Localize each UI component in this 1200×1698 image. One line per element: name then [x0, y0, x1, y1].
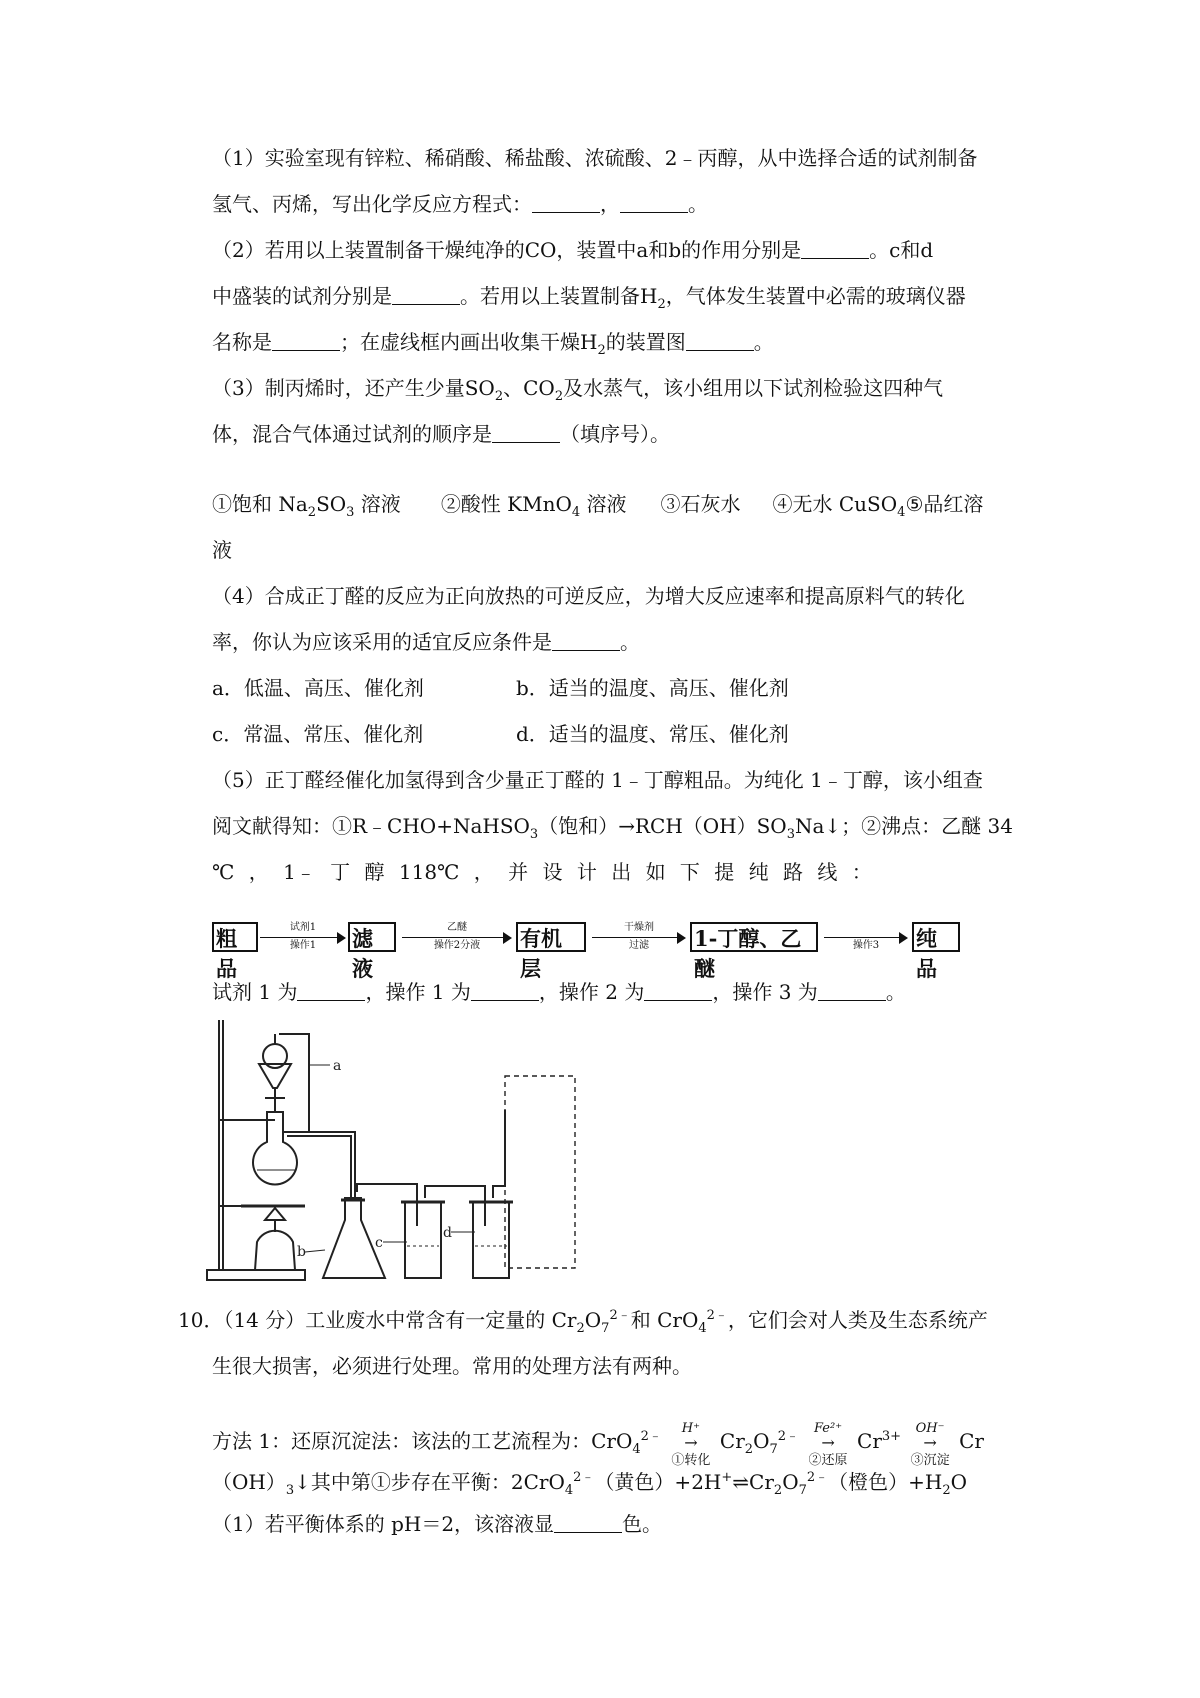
- label-a: a: [333, 1058, 342, 1074]
- label-c: c: [375, 1235, 383, 1251]
- flow-box-crude: 粗品: [212, 922, 258, 952]
- q9-part5-line1: （5）正丁醛经催化加氢得到含少量正丁醛的 1﹣丁醇粗品。为纯化 1﹣丁醇，该小组查: [212, 768, 983, 792]
- label-b: b: [297, 1244, 306, 1260]
- q9-part5-line5: 试剂 1 为 ，操作 1 为 ，操作 2 为 ，操作 3 为 。: [212, 980, 906, 1004]
- q9-part5-line2: 阅文献得知：①R﹣CHO+NaHSO$_3$（饱和）$\to RCH(OH)SO_3Na↓$；②沸点：乙醚 34: [212, 814, 1013, 842]
- flow-box-organic-layer: 有机层: [516, 922, 586, 952]
- q9-option-a: a．低温、高压、催化剂: [212, 676, 424, 700]
- answer-blank[interactable]: [532, 194, 600, 213]
- q10-method1: 方法 1：还原沉淀法：该法的工艺流程为：CrO$_4^{2﹣}$ H⁺ → ①转化 $Cr_2O_7^{2﹣}$ Fe²⁺ → ②还原 $Cr^{3+}$ OH⁻ → ③沉淀 Cr: [212, 1408, 984, 1458]
- answer-blank[interactable]: [272, 332, 340, 351]
- q9-part3-line1: （3）制丙烯时，还产生少量$SO_2$、$CO_2$及水蒸气，该小组用以下试剂检验这四种气: [212, 376, 944, 404]
- q10-line2: 生很大损害，必须进行处理。常用的处理方法有两种。: [212, 1354, 692, 1378]
- answer-blank[interactable]: [297, 982, 365, 1001]
- apparatus-diagram: [205, 1020, 635, 1290]
- q9-part1-line1: （1）实验室现有锌粒、稀硝酸、稀盐酸、浓硫酸、2﹣丙醇，从中选择合适的试剂制备: [212, 146, 978, 170]
- q9-part2-line3: 名称是 ；在虚线框内画出收集干燥$H_2$的装置图 。: [212, 330, 774, 358]
- q9-part4-line1: （4）合成正丁醛的反应为正向放热的可逆反应，为增大反应速率和提高原料气的转化: [212, 584, 965, 608]
- answer-blank[interactable]: [620, 194, 688, 213]
- answer-blank[interactable]: [554, 1514, 622, 1533]
- flow-arrow-2: 乙醚 操作2分液: [402, 918, 512, 958]
- flow-box-filtrate: 滤液: [348, 922, 396, 952]
- q9-part2-line1: （2）若用以上装置制备干燥纯净的CO，装置中a和b的作用分别是 。c和d: [212, 238, 934, 262]
- q9-part2-line2: 中盛装的试剂分别是 。若用以上装置制备$H_2$，气体发生装置中必需的玻璃仪器: [212, 284, 966, 312]
- answer-blank[interactable]: [644, 982, 712, 1001]
- answer-blank[interactable]: [686, 332, 754, 351]
- answer-blank[interactable]: [471, 982, 539, 1001]
- q9-option-d: d．适当的温度、常压、催化剂: [516, 722, 789, 746]
- reaction-arrow-3: OH⁻ → ③沉淀: [910, 1421, 950, 1468]
- q9-part3-options-cont: 液: [212, 538, 232, 562]
- flow-arrow-3: 干燥剂 过滤: [592, 918, 686, 958]
- q10-part1: （1）若平衡体系的 pH＝2，该溶液显 色。: [212, 1512, 663, 1536]
- q9-part3-line2: 体，混合气体通过试剂的顺序是 （填序号）。: [212, 422, 670, 446]
- answer-blank[interactable]: [818, 982, 886, 1001]
- reaction-arrow-1: H⁺ → ①转化: [671, 1421, 711, 1468]
- flow-arrow-4: 操作3: [824, 918, 908, 958]
- answer-blank[interactable]: [492, 424, 560, 443]
- answer-blank[interactable]: [552, 632, 620, 651]
- q9-part4-line2: 率，你认为应该采用的适宜反应条件是 。: [212, 630, 640, 654]
- purification-flowchart: [212, 918, 1012, 981]
- q9-part3-options: ①饱和 $Na_2SO_3$ 溶液 ②酸性 KMnO$_4$ 溶液 ③石灰水 ④无水 CuSO$_4$⑤品红溶: [212, 492, 984, 520]
- q9-part5-line3: ℃ ， 1﹣ 丁 醇 118℃ ， 并 设 计 出 如 下 提 纯 路 线 ：: [212, 860, 872, 884]
- label-d: d: [443, 1225, 452, 1241]
- reaction-arrow-2: Fe²⁺ → ②还原: [808, 1421, 848, 1468]
- q9-option-b: b．适当的温度、高压、催化剂: [516, 676, 789, 700]
- flow-arrow-1: 试剂1 操作1: [260, 918, 346, 958]
- q10-equilibrium: $(OH)_3↓$其中第①步存在平衡：2CrO$_4^{2﹣}$（黄色）$+2H^+\rightleftharpoons Cr_2O_7^{2﹣}$（橙色）$+H_2O$: [212, 1470, 968, 1498]
- q10-line1: 10．（14 分）工业废水中常含有一定量的 $Cr_2O_7^{2﹣}$和 CrO$_4^{2﹣}$，它们会对人类及生态系统产: [178, 1308, 988, 1336]
- answer-blank[interactable]: [392, 286, 460, 305]
- flow-box-pure: 纯品: [912, 922, 960, 952]
- flow-box-butanol-ether: 1-丁醇、乙醚: [690, 922, 818, 952]
- q9-option-c: c．常温、常压、催化剂: [212, 722, 424, 746]
- answer-blank[interactable]: [801, 240, 869, 259]
- q9-part1-line2: 氢气、丙烯，写出化学反应方程式： ， 。: [212, 192, 708, 216]
